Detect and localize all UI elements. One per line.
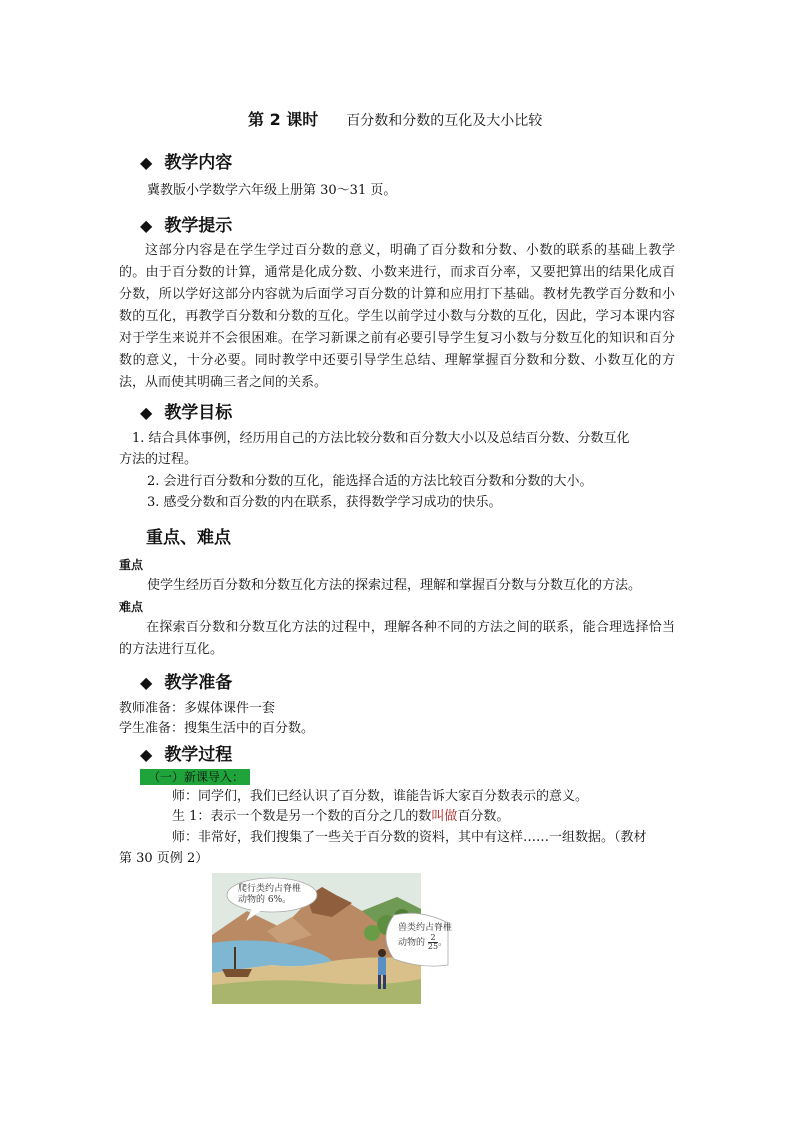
diamond-bullet-icon: ◆ [140, 745, 153, 764]
student-prep: 学生准备：搜集生活中的百分数。 [119, 721, 315, 736]
dialogue-line-3: 师：非常好，我们搜集了一些关于百分数的资料，其中有这样……一组数据。（教材 [172, 830, 647, 845]
key-text: 使学生经历百分数和分数互化方法的探索过程，理解和掌握百分数与分数互化的方法。 [147, 578, 642, 593]
hints-paragraph: 这部分内容是在学生学过百分数的意义，明确了百分数和分数、小数的联系的基础上教学的。由于百分数的计算，通常是化成分数、小数来进行，而求百分率，又要把算出的结果化成百分数，所以学好这部分内容就为后面学习百分数的计算和应用打下基础。教材先教学百分数和小数的互化，再教学百分数和分数的互化。学生以前学过小数与分数的互化，因此，学习本课内容对于学生来说并不会很困难。在学习新课之前有必要引导学生复习小数与分数互化的知识和百分数的意义，十分必要。同时教学中还要引导学生总结、理解掌握百分数和分数、小数互化的方法，从而使其明确三者之间的关系。 [119, 243, 675, 390]
section-heading-process: ◆ 教学过程 [140, 745, 233, 765]
diamond-bullet-icon: ◆ [140, 216, 153, 235]
section-heading-content: ◆ 教学内容 [140, 153, 233, 173]
goal-item-2: 2. 会进行百分数和分数的互化，能选择合适的方法比较百分数和分数的大小。 [147, 474, 593, 489]
highlighted-stage-title: （一）新课导入： [140, 769, 250, 785]
lesson-topic: 百分数和分数的互化及大小比较 [346, 113, 543, 129]
highlighted-term: 叫做 [431, 809, 458, 824]
fraction: $\frac{2}{25}$ [427, 933, 439, 951]
section-heading-keypoints: 重点、难点 [146, 528, 231, 548]
diamond-bullet-icon: ◆ [140, 403, 153, 422]
speech-bubble-reptiles: 爬行类约占脊椎 动物的 6%。 [238, 884, 302, 905]
dialogue-line-1: 师：同学们，我们已经认识了百分数，谁能告诉大家百分数表示的意义。 [172, 789, 589, 804]
section-heading-prep: ◆ 教学准备 [140, 673, 233, 693]
textbook-illustration [212, 873, 453, 1004]
lesson-number: 第 2 课时 [248, 110, 319, 129]
difficulty-text: 在探索百分数和分数互化方法的过程中，理解各种不同的方法之间的联系，能合理选择恰当的方法进行互化。 [119, 620, 675, 657]
teacher-prep: 教师准备：多媒体课件一套 [119, 701, 276, 716]
content-text: 冀教版小学数学六年级上册第 30～31 页。 [147, 183, 397, 198]
dialogue-line-3-cont: 第 30 页例 2） [119, 851, 209, 866]
diamond-bullet-icon: ◆ [140, 673, 153, 692]
difficulty-label: 难点 [119, 600, 144, 614]
goal-item-1-line2: 方法的过程。 [119, 452, 198, 467]
section-heading-goals: ◆ 教学目标 [140, 403, 233, 423]
section-heading-hints: ◆ 教学提示 [140, 216, 233, 236]
goal-item-1-line1: 1. 结合具体事例，经历用自己的方法比较分数和百分数大小以及总结百分数、分数互化 [132, 431, 630, 446]
stage-label [140, 766, 250, 785]
key-label: 重点 [119, 558, 144, 572]
speech-bubble-mammals: 兽类约占脊椎 动物的 $\frac{2}{25}$ 。 [398, 923, 453, 951]
page-title [248, 107, 542, 130]
dialogue-line-2: 生 1：表示一个数是另一个数的百分之几的数叫做百分数。 [172, 809, 510, 824]
diamond-bullet-icon: ◆ [140, 153, 153, 172]
goal-item-3: 3. 感受分数和百分数的内在联系，获得数学学习成功的快乐。 [147, 495, 502, 510]
